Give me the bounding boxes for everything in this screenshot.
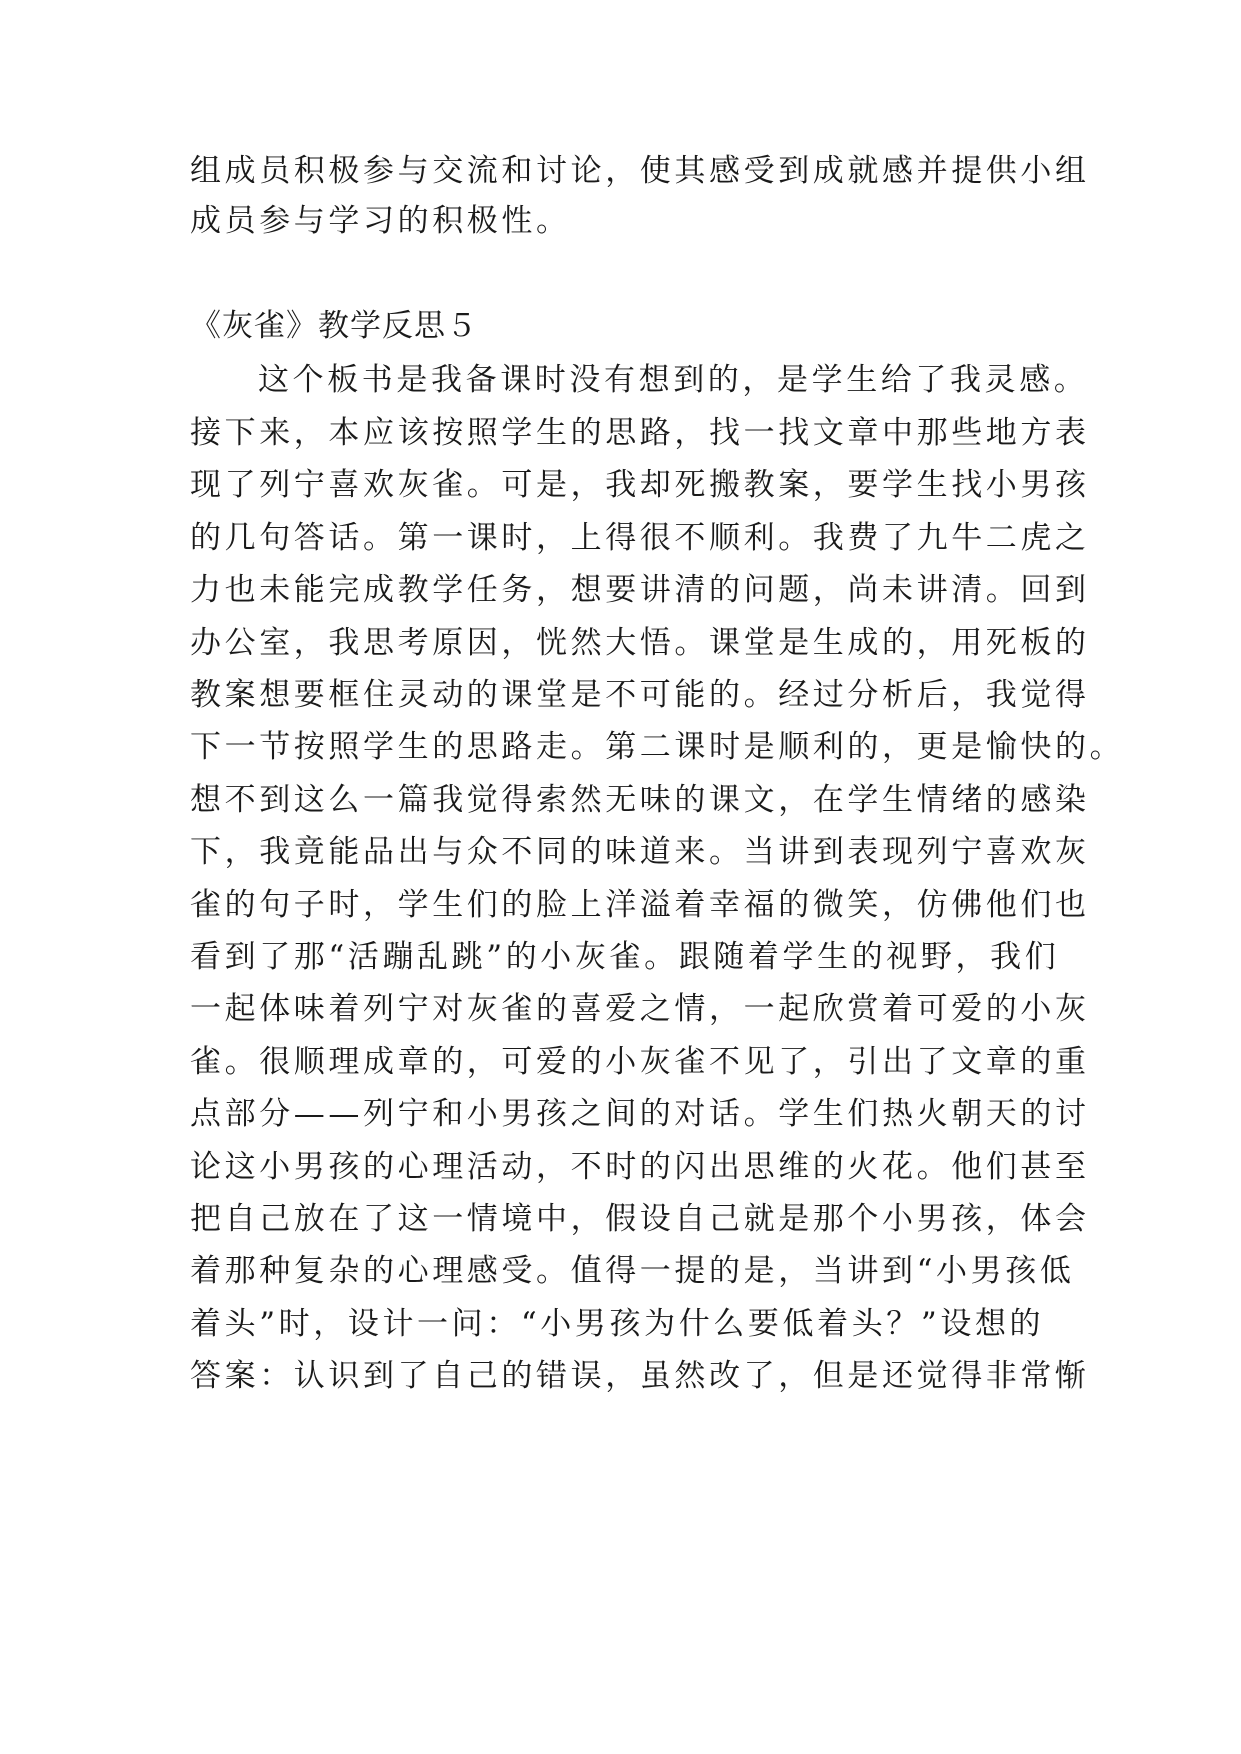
paragraph-line: 现了列宁喜欢灰雀。可是，我却死搬教案，要学生找小男孩 xyxy=(190,467,1090,503)
section-title: 《灰雀》教学反思５ xyxy=(190,308,478,344)
paragraph-line: 组成员积极参与交流和讨论，使其感受到成就感并提供小组 xyxy=(190,153,1090,189)
paragraph-line: 力也未能完成教学任务，想要讲清的问题，尚未讲清。回到 xyxy=(190,572,1090,608)
paragraph-line: 想不到这么一篇我觉得索然无味的课文，在学生情绪的感染 xyxy=(190,782,1090,818)
paragraph-line: 下一节按照学生的思路走。第二课时是顺利的，更是愉快的。 xyxy=(190,729,1125,765)
paragraph-line: 的几句答话。第一课时，上得很不顺利。我费了九牛二虎之 xyxy=(190,520,1090,556)
paragraph-line: 着头”时，设计一问：“小男孩为什么要低着头？”设想的 xyxy=(190,1306,1045,1342)
paragraph-line: 着那种复杂的心理感受。值得一提的是，当讲到“小男孩低 xyxy=(190,1253,1075,1289)
paragraph-line: 点部分——列宁和小男孩之间的对话。学生们热火朝天的讨 xyxy=(190,1096,1090,1132)
paragraph-line: 下，我竟能品出与众不同的味道来。当讲到表现列宁喜欢灰 xyxy=(190,834,1090,870)
paragraph-line: 论这小男孩的心理活动，不时的闪出思维的火花。他们甚至 xyxy=(190,1149,1090,1185)
paragraph-line: 把自己放在了这一情境中，假设自己就是那个小男孩，体会 xyxy=(190,1201,1090,1237)
paragraph-line: 办公室，我思考原因，恍然大悟。课堂是生成的，用死板的 xyxy=(190,625,1090,661)
paragraph-line: 一起体味着列宁对灰雀的喜爱之情，一起欣赏着可爱的小灰 xyxy=(190,991,1090,1027)
paragraph-line: 答案：认识到了自己的错误，虽然改了，但是还觉得非常惭 xyxy=(190,1358,1090,1394)
paragraph-line: 看到了那“活蹦乱跳”的小灰雀。跟随着学生的视野，我们 xyxy=(190,939,1060,975)
paragraph-line: 这个板书是我备课时没有想到的，是学生给了我灵感。 xyxy=(258,362,1089,398)
paragraph-line: 成员参与学习的积极性。 xyxy=(190,203,571,239)
paragraph-line: 教案想要框住灵动的课堂是不可能的。经过分析后，我觉得 xyxy=(190,677,1090,713)
paragraph-line: 雀。很顺理成章的，可爱的小灰雀不见了，引出了文章的重 xyxy=(190,1044,1090,1080)
paragraph-line: 雀的句子时，学生们的脸上洋溢着幸福的微笑，仿佛他们也 xyxy=(190,887,1090,923)
paragraph-line: 接下来，本应该按照学生的思路，找一找文章中那些地方表 xyxy=(190,415,1090,451)
